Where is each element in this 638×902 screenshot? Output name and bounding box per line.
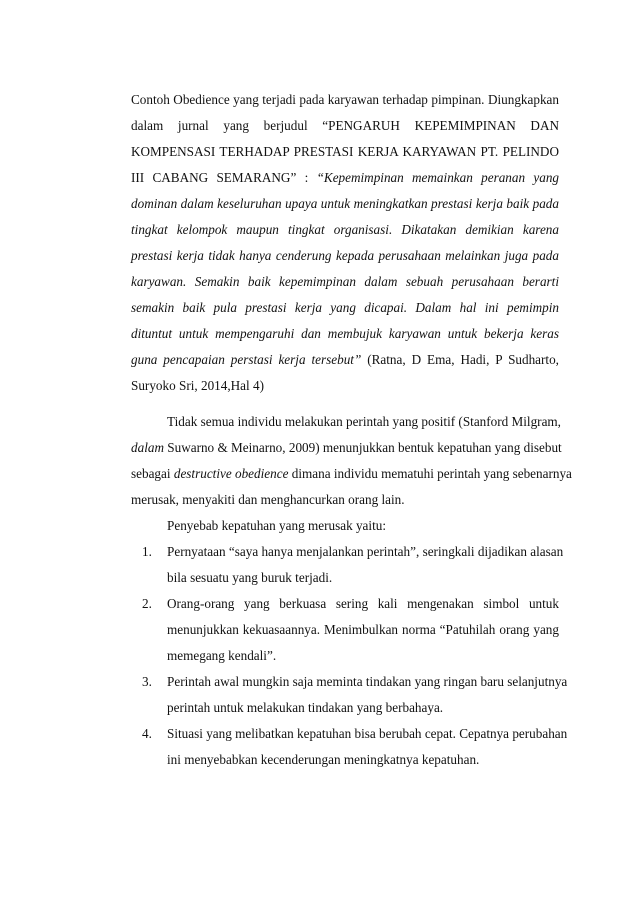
quote-text: guna pencapaian perstasi kerja tersebut” — [131, 352, 362, 367]
text-span: Tidak semua individu melakukan perintah yang positif (Stanford Milgram, — [167, 414, 561, 429]
text-line — [131, 142, 559, 162]
quote-line — [131, 298, 559, 318]
quote-line — [131, 194, 559, 214]
text-line — [131, 490, 559, 510]
quote-text: karyawan. Semakin baik kepemimpinan dalam sebuah perusahaan berarti — [131, 274, 559, 289]
list-item-line: memegang kendali”. — [167, 648, 277, 663]
list-item-line: perintah untuk melakukan tindakan yang berbahaya. — [167, 700, 444, 715]
text-span: III CABANG SEMARANG” : — [131, 170, 317, 185]
quote-text: tingkat kelompok maupun tingkat organisasi. Dikatakan demikian karena — [131, 222, 559, 237]
text-line — [131, 438, 562, 458]
list-number: 1. — [142, 544, 152, 559]
text-line — [131, 168, 559, 188]
text-span: KOMPENSASI TERHADAP PRESTASI KERJA KARYAWAN PT. PELINDO — [131, 144, 559, 159]
text-line — [131, 116, 559, 136]
list-item-line: ini menyebabkan kecenderungan meningkatnya kepatuhan. — [167, 752, 480, 767]
text-line — [131, 350, 559, 370]
text-span: Suwarno & Meinarno, 2009) menunjukkan bentuk kepatuhan yang disebut — [163, 440, 562, 455]
text-span: merusak, menyakiti dan menghancurkan orang lain. — [131, 492, 405, 507]
text-line — [131, 376, 559, 396]
list-item-line: Pernyataan “saya hanya menjalankan perintah”, seringkali dijadikan alasan — [167, 544, 564, 559]
list-number: 2. — [142, 596, 152, 611]
list-item-line: bila sesuatu yang buruk terjadi. — [167, 570, 333, 585]
citation-text: Suryoko Sri, 2014,Hal 4) — [131, 378, 264, 393]
text-span: sebagai — [131, 466, 174, 481]
text-span: dimana individu mematuhi perintah yang sebenarnya — [288, 466, 572, 481]
list-item-line: Orang-orang yang berkuasa sering kali mengenakan simbol untuk — [167, 596, 559, 611]
quote-text: dominan dalam keseluruhan upaya untuk meningkatkan prestasi kerja baik pada — [131, 196, 559, 211]
quote-line — [131, 272, 559, 292]
text-line — [131, 464, 572, 484]
quote-text: semakin baik pula prestasi kerja yang dicapai. Dalam hal ini pemimpin — [131, 300, 559, 315]
quote-text: “Kepemimpinan memainkan peranan yang — [316, 170, 560, 185]
text-span: dalam jurnal yang berjudul “PENGARUH KEPEMIMPINAN DAN — [131, 118, 559, 133]
list-intro: Penyebab kepatuhan yang merusak yaitu: — [167, 518, 386, 533]
quote-line — [131, 324, 559, 344]
italic-text: destructive obedience — [173, 466, 289, 481]
list-item-line: Perintah awal mungkin saja meminta tindakan yang ringan baru selanjutnya — [167, 674, 568, 689]
quote-text: dituntut untuk mempengaruhi dan membujuk karyawan untuk bekerja keras — [131, 326, 559, 341]
quote-text: prestasi kerja tidak hanya cenderung kepada perusahaan melainkan juga pada — [131, 248, 559, 263]
citation-text: (Ratna, D Ema, Hadi, P Sudharto, — [361, 352, 559, 367]
list-number: 4. — [142, 726, 152, 741]
quote-line — [131, 220, 559, 240]
list-item-line: Situasi yang melibatkan kepatuhan bisa berubah cepat. Cepatnya perubahan — [167, 726, 568, 741]
list-number: 3. — [142, 674, 152, 689]
italic-text: dalam — [131, 440, 164, 455]
quote-line — [131, 246, 559, 266]
text-span: Contoh Obedience yang terjadi pada karyawan terhadap pimpinan. Diungkapkan — [131, 92, 559, 107]
text-line — [131, 90, 559, 110]
list-item-line: menunjukkan kekuasaannya. Menimbulkan norma “Patuhilah orang yang — [167, 622, 559, 637]
text-line — [167, 412, 559, 432]
